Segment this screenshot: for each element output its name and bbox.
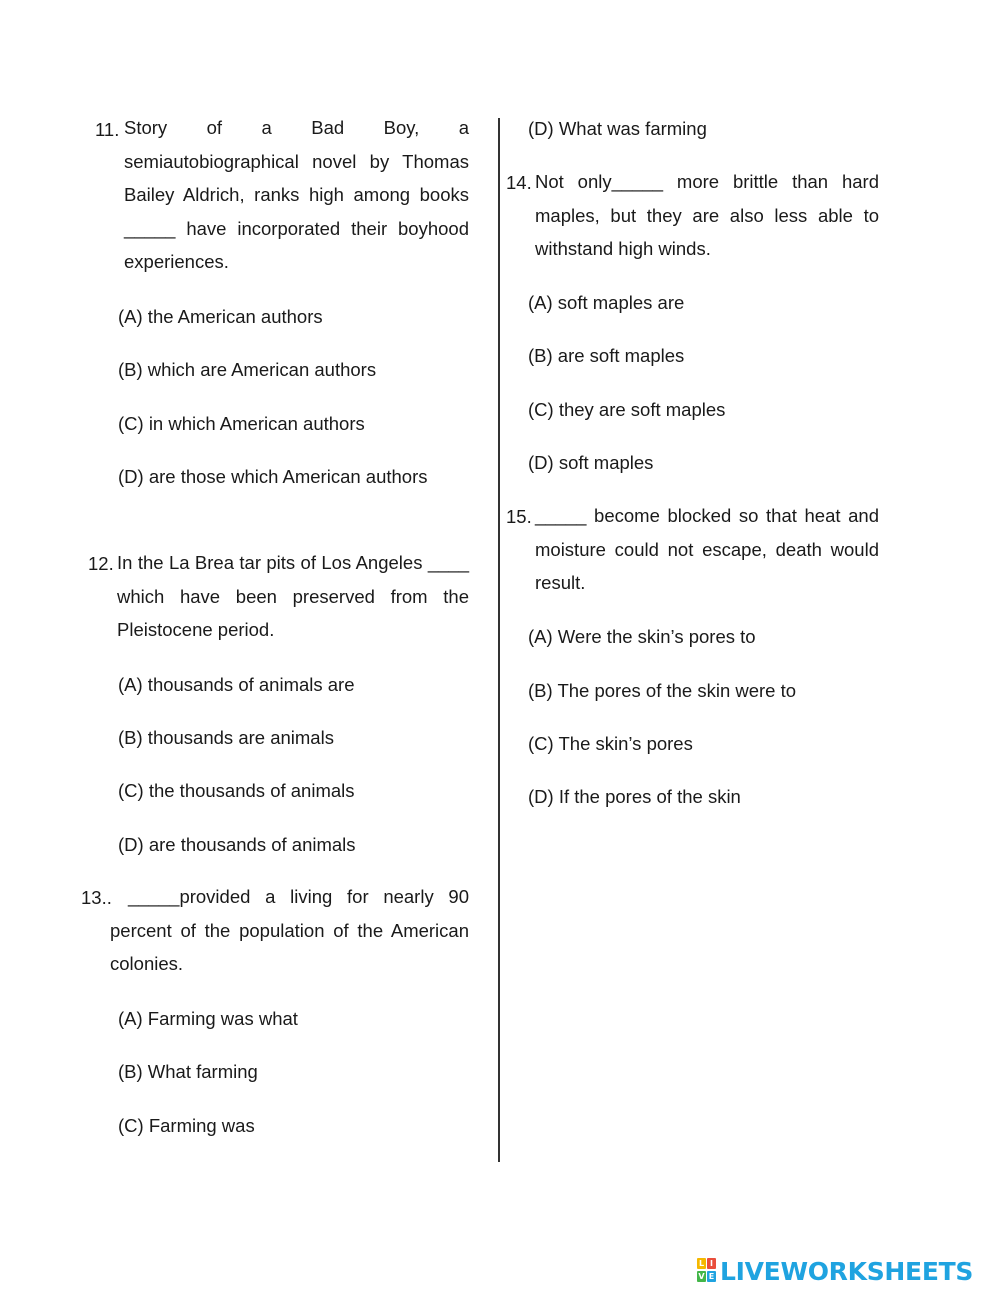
option-a[interactable]: (A) the American authors <box>118 306 323 327</box>
option-c[interactable]: (C) the thousands of animals <box>118 780 355 801</box>
logo-block-e: E <box>708 1272 715 1281</box>
option-d[interactable]: (D) soft maples <box>528 452 654 473</box>
question-number: 15. <box>506 506 532 527</box>
question-text: _____ become blocked so that heat and moisture could not escape, death would result. <box>535 505 879 594</box>
column-divider <box>498 118 500 1162</box>
option-d[interactable]: (D) are those which American authors <box>118 466 428 487</box>
option-c[interactable]: (C) they are soft maples <box>528 399 726 420</box>
option-c[interactable]: (C) The skin’s pores <box>528 733 693 754</box>
option-d[interactable]: (D) are thousands of animals <box>118 834 356 855</box>
question-text: Story of a Bad Boy, a semiautobiographical novel by Thomas Bailey Aldrich, ranks high among books _____ have incorporated their boyhood experiences. <box>124 117 469 273</box>
option-b[interactable]: (B) which are American authors <box>118 359 377 380</box>
option-d[interactable]: (D) What was farming <box>528 118 707 139</box>
liveworksheets-logo <box>697 1256 973 1286</box>
question-number: 14. <box>506 172 532 193</box>
liveworksheets-logo-text: LIVEWORKSHEETS <box>720 1256 974 1286</box>
question-number: 12. <box>88 553 114 574</box>
liveworksheets-logo-icon <box>697 1258 717 1284</box>
logo-block-i: I <box>707 1258 716 1269</box>
logo-block-l: L <box>698 1259 705 1268</box>
question-text: _____provided a living for nearly 90 percent of the population of the American colonies. <box>110 886 469 975</box>
option-a[interactable]: (A) Were the skin’s pores to <box>528 626 756 647</box>
option-b[interactable]: (B) are soft maples <box>528 345 685 366</box>
question-number: 11. <box>95 119 120 140</box>
question-number: 13.. <box>81 887 112 908</box>
option-a[interactable]: (A) Farming was what <box>118 1008 298 1029</box>
option-b[interactable]: (B) The pores of the skin were to <box>528 680 797 701</box>
option-c[interactable]: (C) Farming was <box>118 1115 255 1136</box>
option-b[interactable]: (B) What farming <box>118 1061 258 1082</box>
option-b[interactable]: (B) thousands are animals <box>118 727 334 748</box>
option-a[interactable]: (A) soft maples are <box>528 292 685 313</box>
question-text: Not only_____ more brittle than hard maples, but they are also less able to withstand high winds. <box>535 171 879 260</box>
logo-block-v: V <box>698 1272 705 1281</box>
question-text: In the La Brea tar pits of Los Angeles ____ which have been preserved from the Pleistocene period. <box>117 552 469 641</box>
option-d[interactable]: (D) If the pores of the skin <box>528 786 741 807</box>
option-a[interactable]: (A) thousands of animals are <box>118 674 355 695</box>
option-c[interactable]: (C) in which American authors <box>118 413 365 434</box>
